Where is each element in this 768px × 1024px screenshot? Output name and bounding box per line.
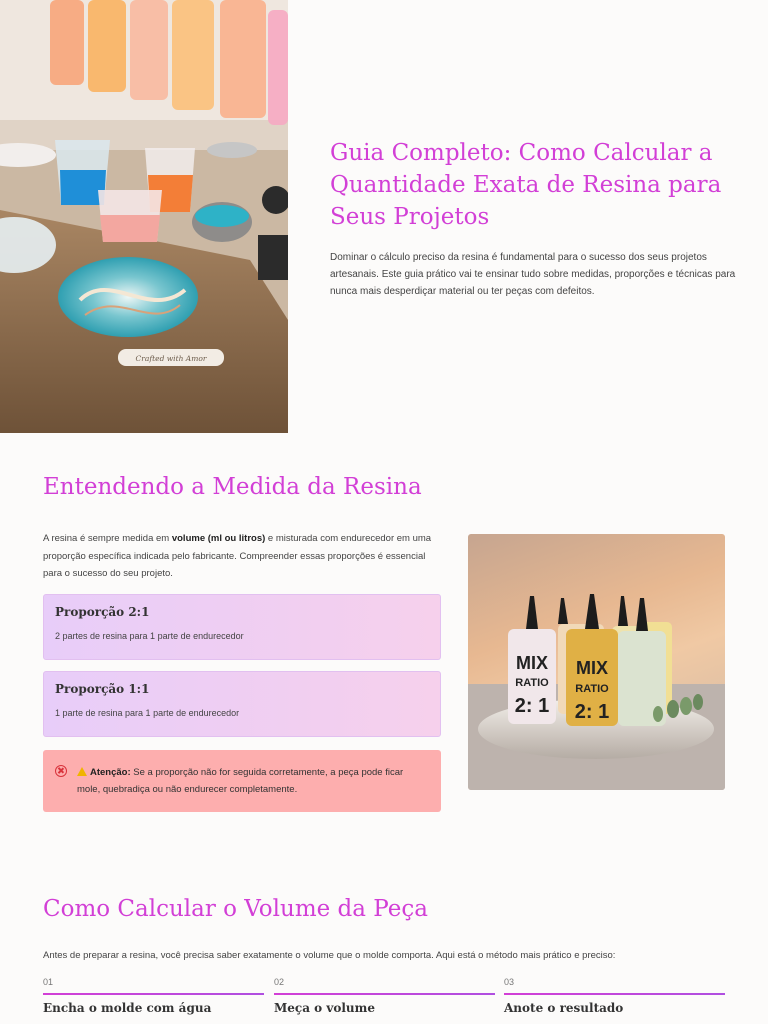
handmade-tag-text: Crafted with Amor — [135, 354, 207, 363]
bottles-illustration — [468, 534, 725, 790]
step-1 — [43, 977, 264, 1015]
step-divider — [43, 993, 264, 995]
ratio-card-2-1 — [43, 594, 441, 660]
step-number: 02 — [274, 977, 285, 987]
bottle-label-line-3: 2: 1 — [574, 701, 610, 723]
ratio-card-text: 2 partes de resina para 1 parte de endurecedor — [55, 631, 244, 641]
step-number: 03 — [504, 977, 515, 987]
bottle-label-line-1: MIX — [575, 658, 609, 678]
measure-intro-bold: volume (ml ou litros) — [171, 533, 266, 544]
page-title: Guia Completo: Como Calcular a Quantidade Exata de Resina para Seus Projetos — [330, 140, 722, 230]
step-title: Meça o volume — [274, 1001, 375, 1015]
mix-ratio-bottles-image — [468, 534, 725, 790]
warning-triangle-icon — [77, 767, 87, 776]
hero-section — [0, 0, 768, 433]
warning-alert-label: Atenção: — [90, 767, 131, 778]
hero-resin-workspace-image — [0, 0, 288, 433]
warning-alert-message: Se a proporção não for seguida corretamente, a peça pode ficar mole, quebradiça ou não endurecer completamente. — [77, 767, 404, 795]
measure-intro — [43, 530, 441, 583]
ratio-card-title: Proporção 2:1 — [55, 605, 150, 619]
volume-section-title: Como Calcular o Volume da Peça — [43, 896, 428, 922]
ratio-card-title: Proporção 1:1 — [55, 682, 150, 696]
step-number: 01 — [43, 977, 54, 987]
bottle-label-line-1: MIX — [515, 653, 549, 673]
step-divider — [504, 993, 725, 995]
step-divider — [274, 993, 495, 995]
hero-illustration — [0, 0, 288, 433]
bottle-label-line-2: RATIO — [575, 683, 609, 695]
error-circle-icon — [55, 765, 67, 777]
volume-intro: Antes de preparar a resina, você precisa saber exatamente o volume que o molde comporta. Aqui está o método mais prático e preciso: — [43, 950, 616, 961]
bottle-label-line-2: RATIO — [515, 677, 549, 689]
ratio-card-1-1 — [43, 671, 441, 737]
measure-section-title: Entendendo a Medida da Resina — [43, 474, 422, 500]
step-title: Encha o molde com água — [43, 1001, 212, 1015]
hero-text-block — [330, 137, 740, 300]
hero-description: Dominar o cálculo preciso da resina é fundamental para o sucesso dos seus projetos artesanais. Este guia prático vai te ensinar tudo sobre medidas, proporções e técnicas para nunca mais desperdiçar material ou ter peças com defeitos. — [330, 252, 736, 297]
step-3 — [504, 977, 725, 1015]
warning-alert — [43, 750, 441, 812]
step-2 — [274, 977, 495, 1015]
ratio-card-text: 1 parte de resina para 1 parte de endurecedor — [55, 708, 240, 718]
measure-intro-part-1: A resina é sempre medida em — [43, 533, 172, 544]
warning-alert-text — [77, 764, 429, 812]
measure-intro-part-2: e misturada com endurecedor em uma proporção específica indicada pelo fabricante. Compreender essas proporções é essencial para o sucesso do seu projeto. — [43, 533, 432, 579]
bottle-label-line-3: 2: 1 — [514, 695, 550, 717]
step-title: Anote o resultado — [504, 1001, 624, 1015]
